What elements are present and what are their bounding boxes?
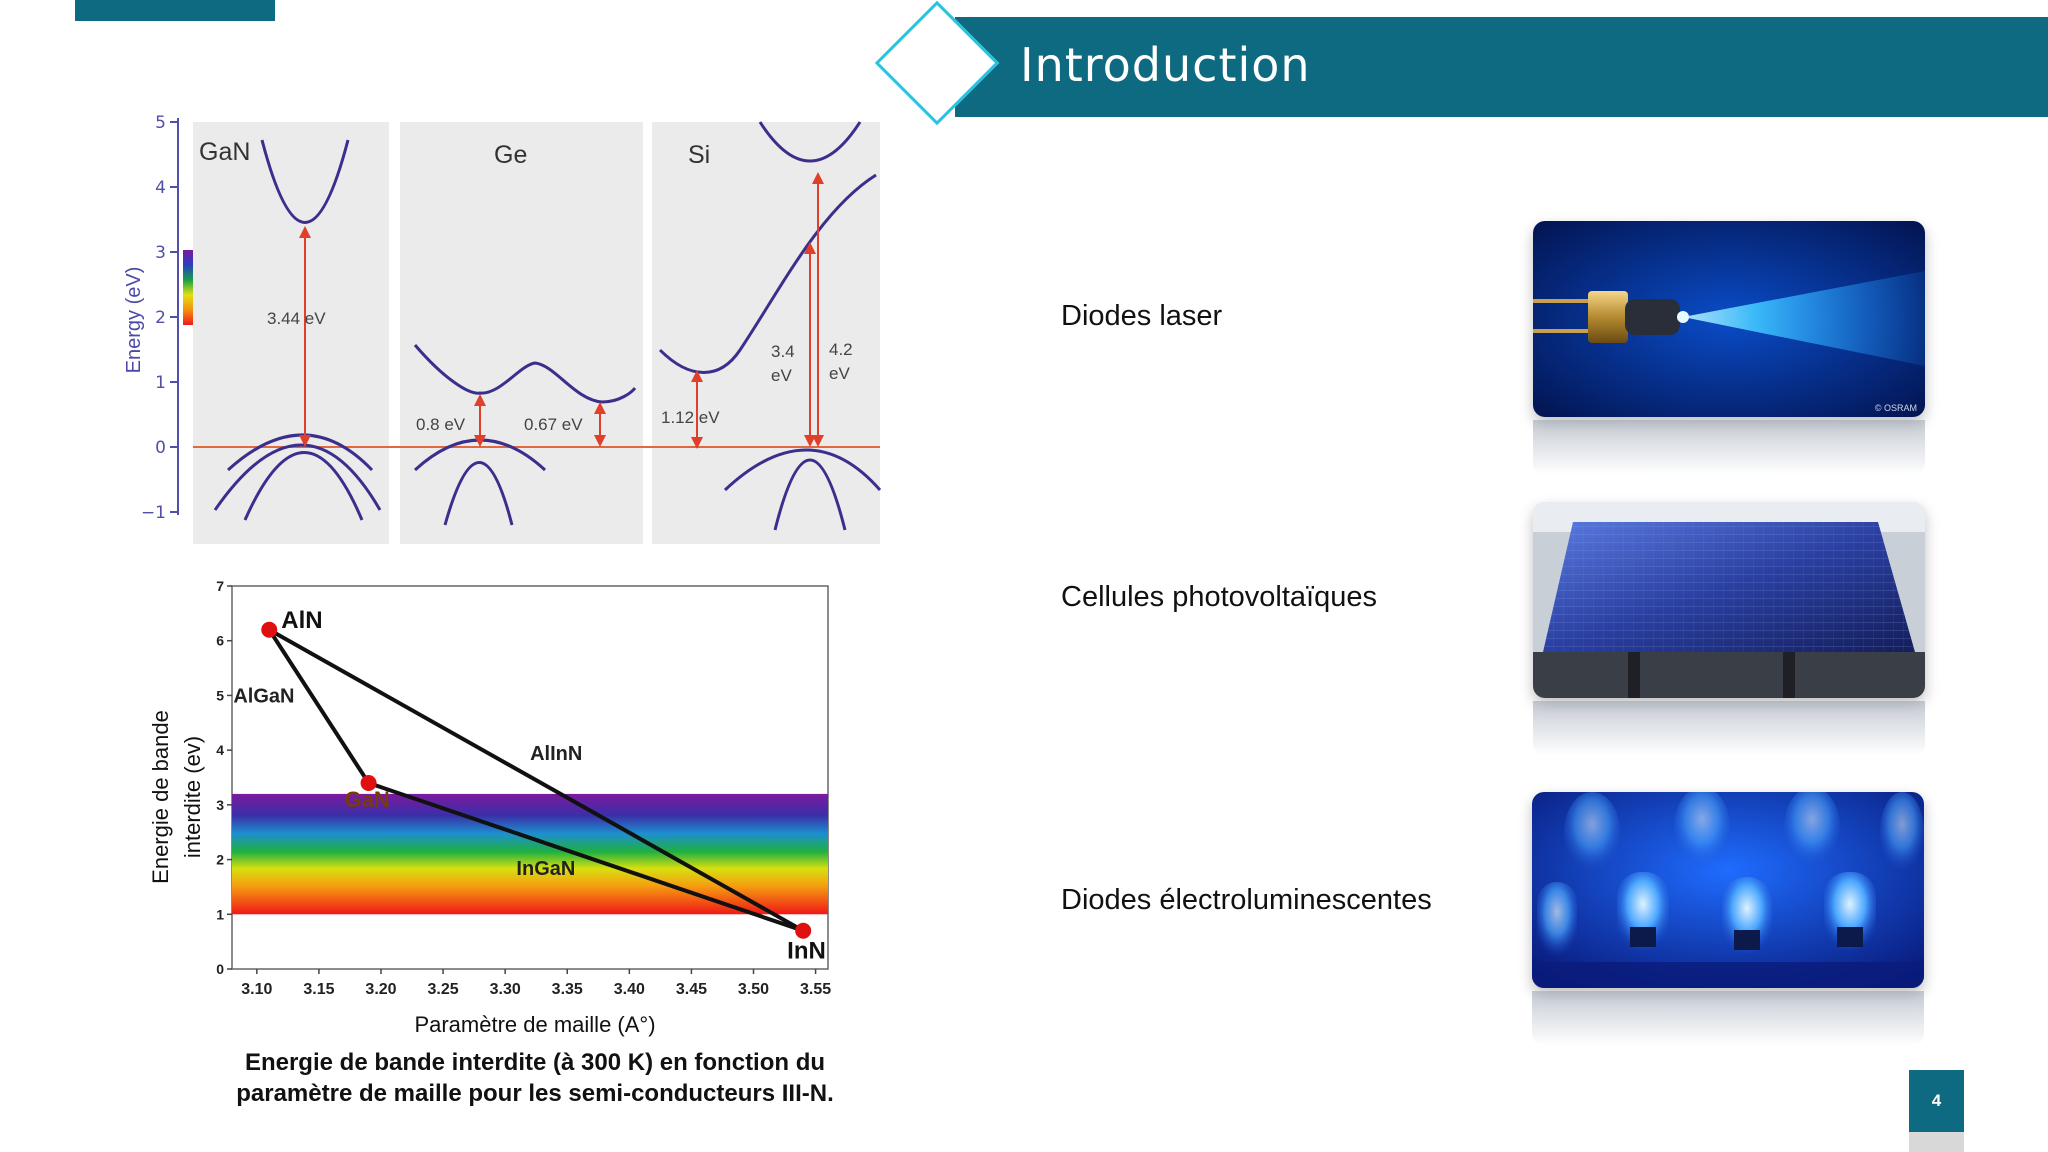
band-structure-diagram: [123, 113, 880, 544]
bandgap-chart: [148, 578, 834, 1107]
chart-y-tick-label: 3: [216, 796, 224, 813]
si-gap-value: 4.2: [829, 340, 853, 359]
chart-x-tick-label: 3.35: [551, 981, 583, 998]
chart-x-tick-label: 3.30: [489, 981, 521, 998]
photo-reflection: [1532, 991, 1924, 1046]
chart-line-label: InGaN: [516, 857, 576, 880]
chart-y-tick-label: 7: [216, 578, 224, 594]
si-gap-unit: eV: [829, 364, 850, 383]
laser-diode-photo: [1533, 221, 1925, 417]
figure-caption-line2: paramètre de maille pour les semi-conducteurs III-N.: [236, 1080, 834, 1107]
gan-gap-value: 3.44 eV: [267, 309, 326, 328]
chart-x-tick-label: 3.50: [737, 981, 770, 998]
chart-x-tick-label: 3.55: [800, 981, 832, 998]
si-gap-value: 1.12 eV: [661, 408, 720, 427]
chart-x-tick-label: 3.40: [613, 981, 645, 998]
solar-cell-photo: [1533, 502, 1925, 698]
si-panel-bg: [652, 122, 880, 544]
visible-spectrum-strip: [183, 250, 193, 325]
application-label-laser-diodes: Diodes laser: [1061, 300, 1223, 332]
chart-line-label: AlInN: [530, 743, 583, 766]
chart-point-label: AlN: [281, 606, 323, 634]
photo-reflection: [1533, 420, 1925, 475]
ge-gap-value: 0.67 eV: [524, 415, 583, 434]
si-gap-value: 3.4: [771, 342, 795, 361]
page-title: Introduction: [1020, 38, 1311, 92]
page-number: 4: [1909, 1070, 1964, 1132]
ge-panel-bg: [400, 122, 643, 544]
band-y-tick: 2: [155, 308, 166, 328]
si-gap-unit: eV: [771, 366, 792, 385]
chart-point-label: InN: [787, 937, 826, 965]
ge-gap-value: 0.8 eV: [416, 415, 466, 434]
band-y-tick: 3: [155, 243, 166, 263]
chart-y-label-line2: interdite (ev): [180, 735, 205, 859]
chart-y-tick-label: 4: [216, 742, 224, 759]
chart-x-tick-label: 3.15: [303, 981, 335, 998]
band-y-tick: 5: [155, 113, 166, 133]
chart-x-label: Paramètre de maille (A°): [414, 1012, 656, 1037]
chart-y-tick-label: 1: [216, 906, 224, 923]
chart-x-tick-label: 3.45: [675, 981, 707, 998]
gan-panel-label: GaN: [199, 138, 251, 166]
band-y-tick: 0: [155, 438, 166, 458]
si-panel-label: Si: [688, 141, 711, 169]
application-label-leds: Diodes électroluminescentes: [1061, 884, 1432, 916]
chart-point-inn: [795, 923, 811, 939]
chart-point-aln: [261, 622, 277, 638]
left-figure: [0, 0, 980, 1152]
band-y-tick: −1: [140, 503, 166, 523]
chart-y-tick-label: 6: [216, 632, 224, 649]
chart-point-label: GaN: [344, 786, 390, 812]
chart-line-label: AlGaN: [233, 685, 295, 708]
led-photo: [1532, 792, 1924, 988]
chart-y-tick-label: 5: [216, 687, 224, 704]
band-y-axis-label: Energy (eV): [123, 266, 145, 374]
chart-x-tick-label: 3.25: [427, 981, 459, 998]
photo-reflection: [1533, 701, 1925, 756]
ge-panel-label: Ge: [494, 141, 528, 169]
chart-x-tick-label: 3.20: [365, 981, 397, 998]
chart-y-tick-label: 0: [216, 961, 224, 977]
page-number-shadow: [1909, 1132, 1964, 1152]
band-y-tick: 4: [155, 178, 166, 198]
application-label-solar-cells: Cellules photovoltaïques: [1061, 581, 1377, 613]
photo-credit: © OSRAM: [1874, 403, 1917, 413]
chart-y-label-line1: Energie de bande: [148, 710, 173, 884]
band-y-tick: 1: [155, 373, 166, 393]
chart-y-tick-label: 2: [216, 851, 224, 868]
figure-caption-line1: Energie de bande interdite (à 300 K) en fonction du: [244, 1049, 826, 1076]
chart-x-tick-label: 3.10: [241, 981, 273, 998]
